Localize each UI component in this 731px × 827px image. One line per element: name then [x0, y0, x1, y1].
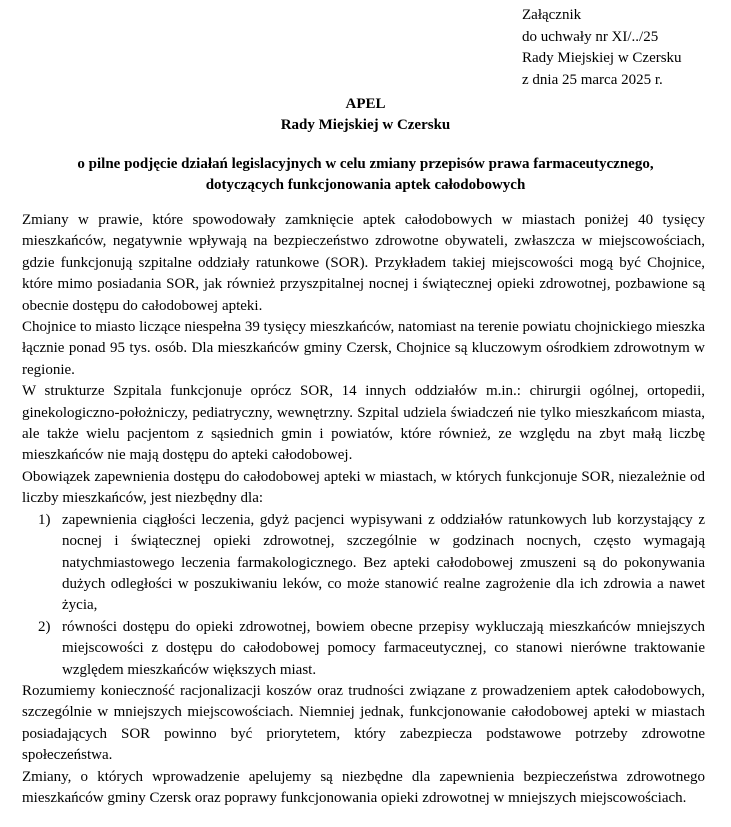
attachment-line-4: z dnia 25 marca 2025 r.: [522, 72, 663, 89]
document-body: [22, 210, 705, 809]
document-title-issuer: Rady Miejskiej w Czersku: [280, 117, 451, 133]
list-item: [22, 617, 705, 681]
paragraph-4: Obowiązek zapewnienia dostępu do całodobowej apteki w miastach, w których funkcjonuje SOR, niezależnie od liczby mieszkańców, jest niezbędny dla:: [22, 468, 705, 507]
document-title: APEL: [345, 96, 386, 112]
list-item-number: 1): [38, 511, 51, 528]
document-subtitle-line-2: dotyczących funkcjonowania aptek całodobowych: [205, 177, 526, 193]
document-subtitle-line-1: o pilne podjęcie działań legislacyjnych w celu zmiany przepisów prawa farmaceutycznego,: [77, 156, 654, 172]
list-item-number: 2): [38, 618, 51, 635]
paragraph-6: Zmiany, o których wprowadzenie apelujemy są niezbędne dla zapewnienia bezpieczeństwa zdrowotnego mieszkańców gminy Czersk oraz poprawy funkcjonowania opieki zdrowotnej w mniejszych miejscowościach.: [22, 768, 705, 806]
attachment-note: [522, 5, 682, 92]
list-item: [22, 510, 705, 617]
paragraph-1: Zmiany w prawie, które spowodowały zamknięcie aptek całodobowych w miastach poniżej 40 tysięcy mieszkańców, negatywnie wpływają na bezpieczeństwo zdrowotne obywateli, zwłaszcza w miejscowościach, gdzie funkcjonują szpitalne oddziały ratunkowe (SOR). Przykładem takiej miejscowości mogą być Chojnice, które mimo posiadania SOR, jak również przyszpitalnej nocnej i świątecznej opieki zdrowotnej, pozbawione są obecnie dostępu do całodobowej apteki.: [22, 212, 705, 314]
attachment-line-1: Załącznik: [522, 7, 582, 23]
paragraph-3: W strukturze Szpitala funkcjonuje oprócz SOR, 14 innych oddziałów m.in.: chirurgii ogólnej, ortopedii, ginekologiczno-położniczy, pediatryczny, wewnętrzny. Szpital udziela świadczeń nie tylko mieszkańcom miasta, ale także wielu pacjentom z sąsiednich gmin i powiatów, które również, ze względu na zbyt małą liczbę mieszkańców nie mają dostępu do apteki całodobowej.: [22, 383, 705, 464]
attachment-line-3: Rady Miejskiej w Czersku: [522, 50, 682, 67]
list-item-text: równości dostępu do opieki zdrowotnej, bowiem obecne przepisy wykluczają mieszkańców mniejszych miejscowości z dostępu do całodobowej pomocy farmaceutycznej, co stanowi nierówne traktowanie względem mieszkańców większych miast.: [62, 618, 705, 678]
list-item-text: zapewnienia ciągłości leczenia, gdyż pacjenci wypisywani z oddziałów ratunkowych lub korzystający z nocnej i świątecznej opieki zdrowotnej, szczególnie w godzinach nocnych, często wymagają natychmiastowego leczenia farmakologicznego. Bez apteki całodobowej zmuszeni są do pokonywania dużych odległości w poszukiwaniu leków, co może stanowić realne zagrożenie dla ich zdrowia a nawet życia,: [62, 511, 705, 614]
attachment-line-2: do uchwały nr XI/../25: [522, 28, 659, 45]
paragraph-2: Chojnice to miasto liczące niespełna 39 tysięcy mieszkańców, natomiast na terenie powiatu chojnickiego mieszka łącznie ponad 95 tys. osób. Dla mieszkańców gminy Czersk, Chojnice są kluczowym ośrodkiem zdrowotnym w regionie.: [22, 319, 705, 378]
paragraph-5: Rozumiemy konieczność racjonalizacji koszów oraz trudności związane z prowadzeniem aptek całodobowych, szczególnie w mniejszych miejscowościach. Niemniej jednak, funkcjonowanie całodobowej apteki w miastach posiadających SOR powinno być priorytetem, który zabezpiecza podstawowe potrzeby zdrowotne społeczeństwa.: [22, 682, 705, 764]
numbered-list: [22, 510, 705, 681]
